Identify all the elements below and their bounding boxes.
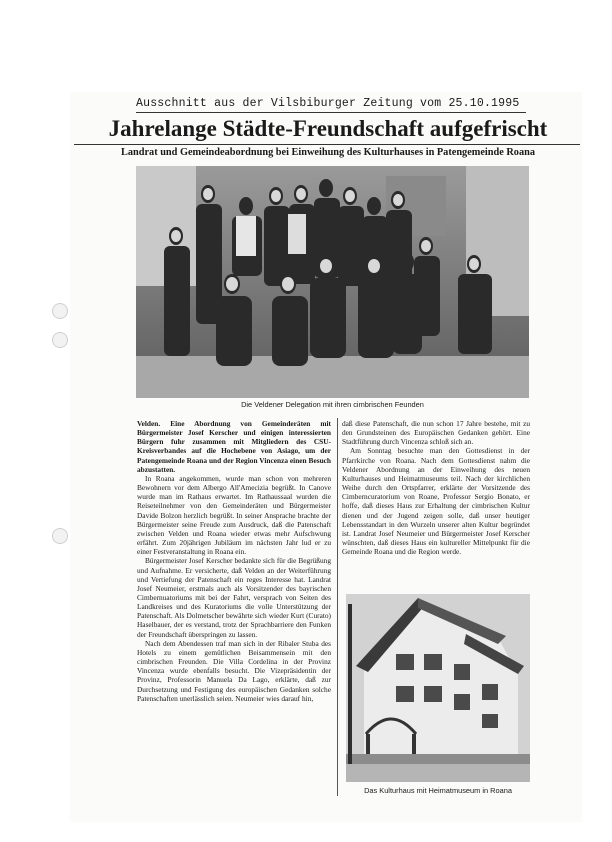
- article-lead: Velden. Eine Abordnung von Gemeinderäten mit Bürgermeister Josef Kerscher und einigen interessierten Bürgern fuhr zusammen mit Mitgliedern des CSU-Kreisverbandes auf die Hochebene von Asiago, um der Patengemeinde Roana und der Region Vincenza einen Besuch abzustatten.: [137, 419, 331, 474]
- source-line: Ausschnitt aus der Vilsbiburger Zeitung vom 25.10.1995: [136, 97, 520, 110]
- column-divider: [337, 418, 338, 796]
- article-column-1: [137, 419, 331, 703]
- punch-hole-middle: [52, 332, 68, 348]
- delegation-photo-art: [136, 166, 529, 398]
- article-paragraph: Bürgermeister Josef Kerscher bedankte sich für die Begrüßung und Aufnahme. Er versicherte, daß Velden an der Weiterführung und Vertiefung der Patenschaft ein reges Interesse hat. Landrat Josef Neumeier, erstmals auch als Vorsitzender des bayrischen Cimbernuatoriums mit bei der Fahrt, versprach von Seiten des Landkreises und des Kuratoriums die volle Unterstützung der Patenschaft. Als Dolmetscher bewährte sich wieder Kurt (Curato) Haselbauer, der es verstand, trotz der Sprachbarriere den Funken der Freundschaft überspringen zu lassen.: [137, 556, 331, 639]
- punch-hole-bottom: [52, 528, 68, 544]
- kulturhaus-photo: [346, 594, 530, 782]
- punch-hole-top: [52, 303, 68, 319]
- kulturhaus-photo-art: [346, 594, 530, 782]
- kulturhaus-photo-caption: Das Kulturhaus mit Heimatmuseum in Roana: [364, 786, 512, 795]
- article-paragraph: Am Sonntag besuchte man den Gottesdienst in der Pfarrkirche von Roana. Nach dem Gottesdienst nahm die Veldener Abordnung an der Einweihung des neuen Kulturhauses und Heimatmuseums teil. Nach der kirchlichen Weihe durch den Ortspfarrer, erklärte der Vorsitzende des Cimberncuratorium von Roane, Professor Sergio Bonato, er hoffe, daß dieses Haus zur Erhaltung der cimbrischen Kultur dienen und der Jugend zeigen solle, daß unser heutiger Lebensstandart in den Wurzeln unserer alten Kultur begründet ist. Landrat Josef Neumeier und Bürgermeister Josef Kerscher wünschten, daß dieses Haus ein kultureller Mittelpunkt für die Gemeinde Roana und die Region werde.: [342, 446, 530, 557]
- article-column-2: [342, 419, 530, 556]
- article-paragraph: daß diese Patenschaft, die nun schon 17 Jahre bestehe, mit zu den Grundsteinen des Europäischen Gedanken gehört. Eine Stadtführung durch Vincenza schloß sich an.: [342, 419, 530, 447]
- source-underline: [136, 112, 526, 113]
- article-paragraph: In Roana angekommen, wurde man schon von mehreren Bewohnern vor dem Albergo All'Amecizia begrüßt. In Canove wurde man im Rathaus erwartet. Im Rathaussaal wurden die Reiseteilnehmer von den Gemeinderäten und Bürgermeister Davide Bolzon herzlich begrüßt. In seiner Ansprache brachte der Bürgermeister seine Freude zum Ausdruck, daß die Patenschaft zwischen Velden und Roana wieder etwas mehr Aufschwung erfährt. Zum 20jährigen Jubiläum im nächsten Jahr lud er zu einer Festveranstaltung in Roana ein.: [137, 473, 331, 557]
- delegation-photo: [136, 166, 529, 398]
- headline-rule: [74, 144, 580, 145]
- delegation-photo-caption: Die Veldener Delegation mit ihren cimbrischen Feunden: [241, 400, 424, 409]
- article-paragraph: Nach dem Abendessen traf man sich in der Ribaler Stuba des Hotels zu einem gemütlichen Beisammensein mit den cimbrischen Freunden. Die Villa Cordelina in der Provinz Vincenza wurde ebenfalls besucht. Die Vizepräsidentin der Provinz, Professorin Manuela Da Lago, erklärte, daß zur Durchsetzung und Festigung des europäischen Gedanken solche Patenschaften unerlässlich seien. Neumeier wies darauf hin,: [137, 638, 331, 703]
- subheadline: Landrat und Gemeindeabordnung bei Einweihung des Kulturhauses in Patengemeinde Roana: [121, 147, 535, 158]
- headline: Jahrelange Städte-Freundschaft aufgefrischt: [108, 116, 548, 141]
